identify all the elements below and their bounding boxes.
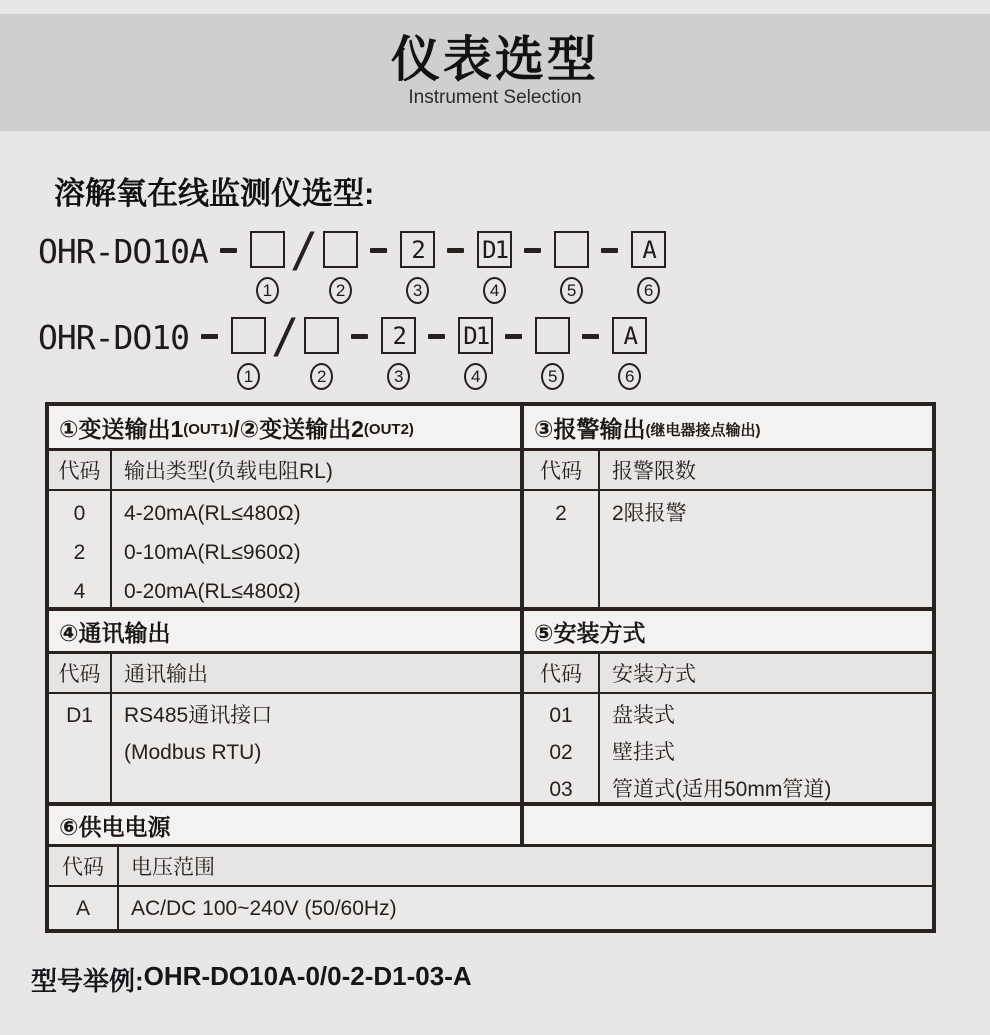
output-type-column-header: 输出类型(负载电阻RL) [112,451,520,489]
code-column-header: 代码 [49,654,112,692]
comm-output-column-header: 通讯输出 [112,654,520,692]
slot-marker-1: 1 [256,277,279,304]
code-slot-3 [381,317,416,390]
dash-separator [601,248,618,253]
comm-output-title: ④通讯输出 [49,611,520,651]
code-box-1 [250,231,285,268]
selection-table [45,402,936,933]
code-slot-1 [231,317,266,390]
alarm-code-list [524,491,600,607]
slot-marker-2: 2 [329,277,352,304]
code-box-4: D1 [477,231,512,268]
model-example-line [31,961,472,998]
code-slot-4 [477,231,512,304]
section1-subheader-row [49,451,932,491]
alarm-limit-list [600,491,932,607]
code-box-6: A [612,317,647,354]
transmit-output2-title: /②变送输出2 [233,415,364,442]
output-type-list [112,491,520,607]
code-slot-3 [400,231,435,304]
power-code-list [49,887,119,929]
voltage-range-list [119,887,932,929]
mounting-type-value: 管道式(适用50mm管道) [612,778,832,801]
dash-separator [351,334,368,339]
model-label: OHR-DO10A [38,231,208,271]
section2-header-row [49,611,932,654]
model-label: OHR-DO10 [38,317,189,357]
section2-body-row [49,694,932,806]
code-slot-2 [323,231,358,304]
model-code-line-2 [38,308,647,390]
mounting-desc-list [600,694,932,802]
dash-separator [505,334,522,339]
code-value: 02 [549,741,573,764]
slot-marker-5: 5 [560,277,583,304]
code-column-header: 代码 [49,451,112,489]
code-box-2 [323,231,358,268]
dash-separator [582,334,599,339]
slot-marker-1: 1 [237,363,260,390]
code-box-3: 2 [400,231,435,268]
relay-contact-small-label: (继电器接点输出) [645,421,761,439]
code-value: A [75,897,90,920]
comm-interface-value: RS485通讯接口 [124,704,273,727]
dash-separator [447,248,464,253]
code-value: 03 [549,778,573,801]
alarm-limit-value: 2限报警 [612,502,687,525]
slot-marker-3: 3 [406,277,429,304]
code-slot-6 [631,231,666,304]
power-supply-title: ⑥供电电源 [49,806,520,844]
page-title: 仪表选型 [390,33,599,87]
slash-separator: / [289,222,319,278]
slot-marker-3: 3 [387,363,410,390]
mounting-title: ⑤安装方式 [524,611,932,651]
section1-body-row [49,491,932,611]
dash-separator [428,334,445,339]
slot-marker-4: 4 [483,277,506,304]
section1-right-header [524,406,932,448]
code-slot-5 [554,231,589,304]
output-type-value: 4-20mA(RL≤480Ω) [124,502,301,525]
section3-header-row [49,806,932,847]
code-value: 2 [555,502,567,525]
code-value: 01 [549,704,573,727]
code-column-header: 代码 [524,451,600,489]
code-column-header: 代码 [49,847,119,885]
section1-header-row [49,406,932,451]
example-model-number: OHR-DO10A-0/0-2-D1-03-A [143,961,472,991]
code-slot-4 [458,317,493,390]
output-type-value: 0-10mA(RL≤960Ω) [124,541,301,564]
code-value: D1 [66,704,93,727]
code-slot-1 [250,231,285,304]
code-value: 2 [73,541,86,564]
dash-separator [220,248,237,253]
page-subtitle: Instrument Selection [408,87,582,108]
code-box-6: A [631,231,666,268]
empty-header-cell [524,806,932,844]
voltage-range-column-header: 电压范围 [119,847,932,885]
code-slot-2 [304,317,339,390]
mounting-type-value: 壁挂式 [612,741,675,764]
code-box-4: D1 [458,317,493,354]
slash-separator: / [270,308,300,364]
code-box-3: 2 [381,317,416,354]
out2-small-label: (OUT2) [363,420,414,438]
alarm-output-title: ③报警输出 [534,415,646,442]
out1-small-label: (OUT1) [183,420,234,438]
code-value: 4 [73,580,86,603]
section3-subheader-row [49,847,932,887]
example-label: 型号举例: [31,966,144,996]
output-type-value: 0-20mA(RL≤480Ω) [124,580,301,603]
dash-separator [201,334,218,339]
header-band [0,14,990,131]
slot-marker-6: 6 [637,277,660,304]
code-box-5 [554,231,589,268]
code-slot-5 [535,317,570,390]
slot-marker-4: 4 [464,363,487,390]
mounting-type-value: 盘装式 [612,704,675,727]
slot-marker-6: 6 [618,363,641,390]
comm-protocol-value: (Modbus RTU) [124,741,262,764]
comm-desc-list [112,694,520,802]
section1-left-header [49,406,524,448]
code-slot-6 [612,317,647,390]
code-value: 0 [73,502,86,525]
model-code-line-1 [38,222,666,304]
section2-subheader-row [49,654,932,694]
slot-marker-5: 5 [541,363,564,390]
output-code-list [49,491,112,607]
voltage-range-value: AC/DC 100~240V (50/60Hz) [131,897,397,920]
comm-code-list [49,694,112,802]
alarm-limit-column-header: 报警限数 [600,451,932,489]
code-box-5 [535,317,570,354]
code-box-2 [304,317,339,354]
slot-marker-2: 2 [310,363,333,390]
code-box-1 [231,317,266,354]
selection-section-title: 溶解氧在线监测仪选型: [54,176,375,211]
transmit-output-title: ①变送输出1 [59,415,184,442]
dash-separator [370,248,387,253]
dash-separator [524,248,541,253]
code-column-header: 代码 [524,654,600,692]
section3-body-row [49,887,932,929]
mounting-column-header: 安装方式 [600,654,932,692]
mounting-code-list [524,694,600,802]
